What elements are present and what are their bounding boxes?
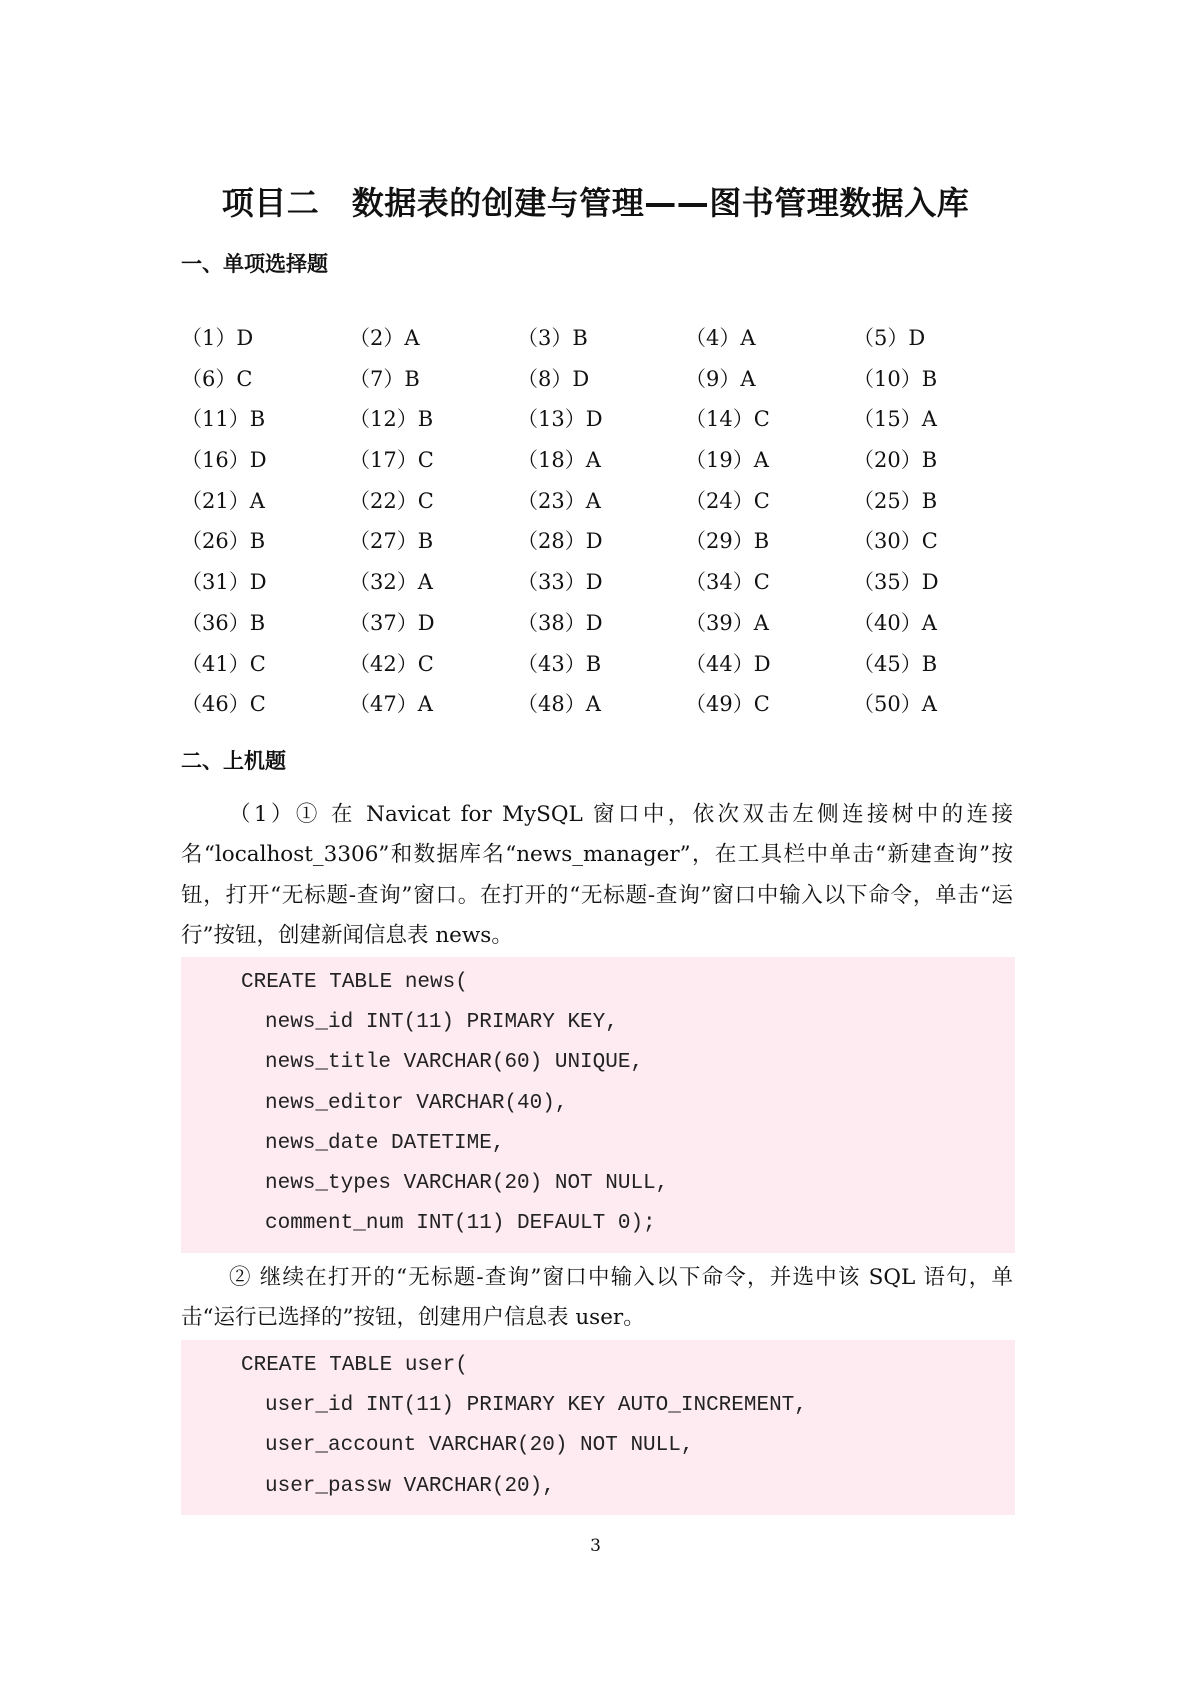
answer-item: （32）A <box>349 570 433 595</box>
code-line: news_title VARCHAR(60) UNIQUE, <box>265 1051 644 1075</box>
answer-item: （2）A <box>349 326 420 350</box>
answer-item: （12）B <box>349 407 434 432</box>
code-line: news_editor VARCHAR(40), <box>265 1091 568 1115</box>
code-line: user_id INT(11) PRIMARY KEY AUTO_INCREMENT, <box>265 1394 807 1418</box>
section-heading-choice: 一、单项选择题 <box>181 252 328 276</box>
answer-item: （22）C <box>349 488 434 513</box>
code-line: news_id INT(11) PRIMARY KEY, <box>265 1011 618 1035</box>
answer-item: （11）B <box>181 407 266 432</box>
answer-item: （49）C <box>685 692 770 717</box>
section-heading-lab: 二、上机题 <box>181 749 286 773</box>
answer-item: （33）D <box>517 570 603 595</box>
answer-item: （19）A <box>685 448 769 473</box>
code-line: news_date DATETIME, <box>265 1131 505 1155</box>
answer-item: （34）C <box>685 570 770 595</box>
answer-item: （28）D <box>517 529 603 554</box>
answer-item: （36）B <box>181 610 266 635</box>
answer-item: （43）B <box>517 651 602 676</box>
answer-item: （4）A <box>685 326 756 350</box>
paragraph-step-2: ② 继续在打开的“无标题-查询”窗口中输入以下命令，并选中该 SQL 语句，单击“运行已选择的”按钮，创建用户信息表 user。 <box>181 1265 1013 1331</box>
answer-item: （24）C <box>685 488 770 513</box>
code-line: CREATE TABLE user( <box>241 1354 468 1377</box>
answer-item: （47）A <box>349 692 433 717</box>
answer-item: （13）D <box>517 407 603 432</box>
answer-item: （38）D <box>517 610 603 635</box>
answer-item: （30）C <box>853 529 938 554</box>
answer-item: （16）D <box>181 448 267 473</box>
answer-item: （17）C <box>349 448 434 473</box>
answer-item: （20）B <box>853 448 938 473</box>
answer-item: （1）D <box>181 326 254 350</box>
answer-item: （29）B <box>685 529 770 554</box>
answer-item: （37）D <box>349 610 435 635</box>
page-title: 项目二 数据表的创建与管理——图书管理数据入库 <box>221 184 970 222</box>
answer-item: （18）A <box>517 448 601 473</box>
answer-item: （26）B <box>181 529 266 554</box>
answer-item: （45）B <box>853 651 938 676</box>
answer-item: （9）A <box>685 366 756 391</box>
code-line: CREATE TABLE news( <box>241 971 468 994</box>
page-number: 3 <box>590 1536 601 1556</box>
answer-grid <box>181 318 1021 725</box>
answer-item: （27）B <box>349 529 434 554</box>
answer-item: （46）C <box>181 692 266 717</box>
answer-item: （3）B <box>517 326 588 350</box>
answer-item: （41）C <box>181 651 266 676</box>
code-line: user_passw VARCHAR(20), <box>265 1474 555 1498</box>
answer-item: （25）B <box>853 488 938 513</box>
code-line: comment_num INT(11) DEFAULT 0); <box>265 1212 656 1236</box>
answer-item: （10）B <box>853 366 938 391</box>
answer-item: （35）D <box>853 570 939 595</box>
answer-item: （5）D <box>853 326 926 350</box>
answer-item: （42）C <box>349 651 434 676</box>
answer-item: （14）C <box>685 407 770 432</box>
answer-item: （44）D <box>685 651 771 676</box>
answer-item: （23）A <box>517 488 601 513</box>
code-line: news_types VARCHAR(20) NOT NULL, <box>265 1171 669 1195</box>
code-block-user <box>181 1340 1015 1515</box>
answer-item: （48）A <box>517 692 601 717</box>
answer-item: （7）B <box>349 366 420 391</box>
answer-item: （50）A <box>853 692 937 717</box>
code-line: user_account VARCHAR(20) NOT NULL, <box>265 1434 694 1458</box>
answer-item: （21）A <box>181 488 265 513</box>
answer-item: （15）A <box>853 407 937 432</box>
paragraph-step-1: （1）① 在 Navicat for MySQL 窗口中，依次双击左侧连接树中的连接名“localhost_3306”和数据库名“news_manager”，在工具栏中单击“新建查询”按钮，打开“无标题-查询”窗口。在打开的“无标题-查询”窗口中输入以下命令，单击“运行”按钮，创建新闻信息表 news。 <box>181 802 1013 948</box>
answer-item: （6）C <box>181 366 253 391</box>
answer-item: （8）D <box>517 366 590 391</box>
code-block-news <box>181 957 1015 1253</box>
answer-item: （39）A <box>685 610 769 635</box>
answer-item: （40）A <box>853 610 937 635</box>
answer-item: （31）D <box>181 570 267 595</box>
